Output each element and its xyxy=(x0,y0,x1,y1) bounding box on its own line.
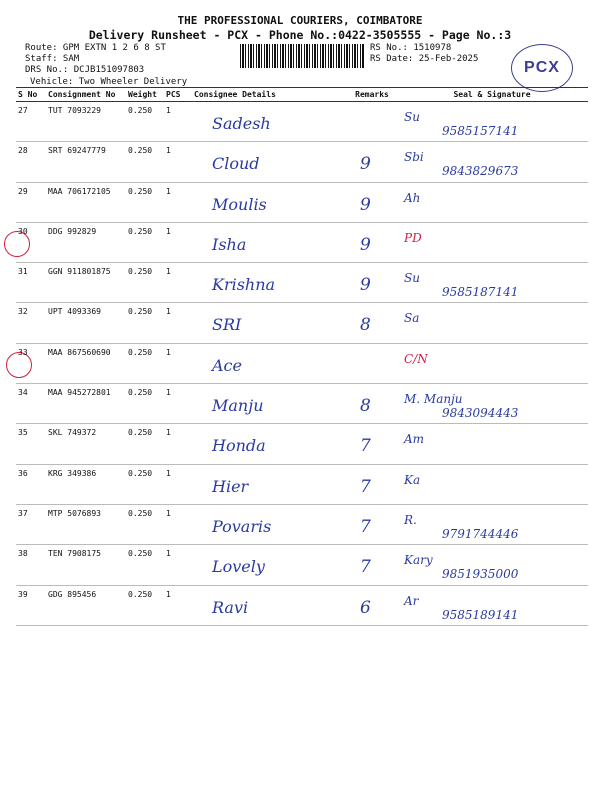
consignee-handwriting: Ravi xyxy=(212,597,249,617)
stamp-text: PCX xyxy=(524,59,560,76)
remarks-handwriting: 9 xyxy=(360,194,371,215)
cell-consignee xyxy=(192,545,348,585)
cell-signature xyxy=(396,263,588,303)
cell-pcs: 1 xyxy=(164,102,192,142)
cell-weight: 0.250 xyxy=(126,222,164,262)
cell-weight: 0.250 xyxy=(126,142,164,182)
signature-handwriting: Kary xyxy=(404,553,433,568)
cell-consignment: SRT 69247779 xyxy=(46,142,126,182)
pcx-stamp xyxy=(511,44,573,92)
cell-signature xyxy=(396,545,588,585)
cell-consignee xyxy=(192,464,348,504)
cell-pcs: 1 xyxy=(164,464,192,504)
consignee-handwriting: Krishna xyxy=(212,275,276,295)
signature-handwriting: PD xyxy=(404,230,422,245)
cell-consignment: TEN 7908175 xyxy=(46,545,126,585)
signature-phone: 9843094443 xyxy=(442,406,519,421)
cell-consignment: MTP 5076893 xyxy=(46,504,126,544)
vehicle: Vehicle: Two Wheeler Delivery xyxy=(30,77,188,87)
cell-sno: 39 xyxy=(16,585,46,625)
table-row xyxy=(16,343,588,383)
cell-consignment: MAA 945272801 xyxy=(46,384,126,424)
cell-consignee xyxy=(192,142,348,182)
cell-pcs: 1 xyxy=(164,384,192,424)
consignee-handwriting: Cloud xyxy=(212,154,260,174)
table-row xyxy=(16,464,588,504)
cell-pcs: 1 xyxy=(164,545,192,585)
cell-sno: 38 xyxy=(16,545,46,585)
cell-sno: 36 xyxy=(16,464,46,504)
cell-consignee xyxy=(192,222,348,262)
signature-phone: 9851935000 xyxy=(442,567,519,582)
remarks-handwriting: 7 xyxy=(360,557,371,578)
cell-remarks xyxy=(348,222,396,262)
remarks-handwriting: 6 xyxy=(360,597,371,618)
cell-remarks xyxy=(348,263,396,303)
company-name: THE PROFESSIONAL COURIERS, COIMBATORE xyxy=(177,14,423,27)
cell-weight: 0.250 xyxy=(126,102,164,142)
meta-right xyxy=(370,43,478,65)
cell-signature xyxy=(396,504,588,544)
col-remarks: Remarks xyxy=(348,88,396,102)
cell-consignment: TUT 7093229 xyxy=(46,102,126,142)
cell-pcs: 1 xyxy=(164,303,192,343)
signature-handwriting: Su xyxy=(404,110,420,124)
table-row xyxy=(16,263,588,303)
signature-handwriting: Sbi xyxy=(404,150,424,165)
signature-handwriting: Am xyxy=(404,432,425,447)
signature-handwriting: Su xyxy=(404,271,420,286)
cell-pcs: 1 xyxy=(164,424,192,464)
cell-remarks xyxy=(348,424,396,464)
cell-remarks xyxy=(348,384,396,424)
cell-consignment: SKL 749372 xyxy=(46,424,126,464)
cell-pcs: 1 xyxy=(164,504,192,544)
cell-signature xyxy=(396,182,588,222)
cell-consignee xyxy=(192,182,348,222)
signature-handwriting: M. Manju xyxy=(404,392,463,407)
cell-weight: 0.250 xyxy=(126,504,164,544)
cell-pcs: 1 xyxy=(164,263,192,303)
staff: Staff: SAM xyxy=(25,54,80,64)
cell-remarks xyxy=(348,343,396,383)
rs-date: RS Date: 25-Feb-2025 xyxy=(370,54,479,64)
cell-weight: 0.250 xyxy=(126,182,164,222)
cell-consignee xyxy=(192,263,348,303)
remarks-handwriting: 8 xyxy=(360,315,371,336)
cell-pcs: 1 xyxy=(164,222,192,262)
table-row xyxy=(16,142,588,182)
cell-remarks xyxy=(348,142,396,182)
consignee-handwriting: Sadesh xyxy=(212,114,271,133)
col-signature: Seal & Signature xyxy=(396,88,588,102)
signature-handwriting: Ka xyxy=(404,472,421,487)
cell-weight: 0.250 xyxy=(126,263,164,303)
signature-handwriting: Ah xyxy=(404,190,421,205)
cell-remarks xyxy=(348,182,396,222)
table-row xyxy=(16,384,588,424)
runsheet-table xyxy=(16,87,588,626)
cell-sno: 27 xyxy=(16,102,46,142)
remarks-handwriting: 9 xyxy=(360,234,371,255)
consignee-handwriting: Isha xyxy=(212,234,247,254)
col-pcs: PCS xyxy=(164,88,192,102)
cell-consignment: DDG 992829 xyxy=(46,222,126,262)
consignee-handwriting: Hier xyxy=(212,476,249,496)
cell-weight: 0.250 xyxy=(126,464,164,504)
drs-number: DRS No.: DCJB151097803 xyxy=(25,65,145,75)
cell-signature xyxy=(396,464,588,504)
table-row xyxy=(16,585,588,625)
consignee-handwriting: Honda xyxy=(212,436,266,456)
cell-sno: 34 xyxy=(16,384,46,424)
cell-sno: 33 xyxy=(16,343,46,383)
signature-phone: 9585189141 xyxy=(442,607,519,622)
cell-sno: 28 xyxy=(16,142,46,182)
col-weight: Weight xyxy=(126,88,164,102)
cell-weight: 0.250 xyxy=(126,303,164,343)
cell-consignment: MAA 706172105 xyxy=(46,182,126,222)
cell-consignee xyxy=(192,343,348,383)
cell-consignee xyxy=(192,102,348,142)
cell-weight: 0.250 xyxy=(126,384,164,424)
cell-signature xyxy=(396,343,588,383)
remarks-handwriting: 7 xyxy=(360,476,371,497)
remarks-handwriting: 9 xyxy=(360,154,371,175)
remarks-handwriting: 8 xyxy=(360,396,371,417)
table-row xyxy=(16,545,588,585)
document-title xyxy=(0,14,600,42)
cell-consignment: GGN 911801875 xyxy=(46,263,126,303)
remarks-handwriting: 7 xyxy=(360,516,371,537)
cell-consignment: KRG 349386 xyxy=(46,464,126,504)
cell-pcs: 1 xyxy=(164,142,192,182)
signature-handwriting: R. xyxy=(404,512,417,527)
cell-remarks xyxy=(348,545,396,585)
cell-consignment: GDG 895456 xyxy=(46,585,126,625)
cell-consignee xyxy=(192,384,348,424)
signature-phone: 9585187141 xyxy=(442,285,519,300)
cell-consignee xyxy=(192,424,348,464)
cell-remarks xyxy=(348,585,396,625)
consignee-handwriting: Moulis xyxy=(212,194,267,214)
cell-remarks xyxy=(348,464,396,504)
cell-consignee xyxy=(192,303,348,343)
cell-sno: 32 xyxy=(16,303,46,343)
table-row xyxy=(16,303,588,343)
cell-consignment: UPT 4093369 xyxy=(46,303,126,343)
cell-sno: 37 xyxy=(16,504,46,544)
cell-signature xyxy=(396,303,588,343)
cell-pcs: 1 xyxy=(164,182,192,222)
signature-phone: 9791744446 xyxy=(442,526,519,541)
remarks-handwriting: 7 xyxy=(360,436,371,457)
cell-signature xyxy=(396,142,588,182)
consignee-handwriting: SRI xyxy=(212,315,242,335)
meta-left xyxy=(25,43,166,76)
table-row xyxy=(16,102,588,142)
table-row xyxy=(16,222,588,262)
signature-phone: 9585157141 xyxy=(442,124,519,138)
consignee-handwriting: Ace xyxy=(212,355,242,375)
col-consignment: Consignment No xyxy=(46,88,126,102)
cell-weight: 0.250 xyxy=(126,585,164,625)
table-row xyxy=(16,424,588,464)
cell-weight: 0.250 xyxy=(126,545,164,585)
cell-consignee xyxy=(192,504,348,544)
cell-weight: 0.250 xyxy=(126,343,164,383)
remarks-handwriting: 9 xyxy=(360,275,371,296)
cell-consignment: MAA 867560690 xyxy=(46,343,126,383)
signature-handwriting: Sa xyxy=(404,311,420,326)
signature-handwriting: C/N xyxy=(404,351,428,366)
route: Route: GPM EXTN 1 2 6 8 ST xyxy=(25,43,166,53)
consignee-handwriting: Povaris xyxy=(212,516,272,536)
runsheet-subtitle: Delivery Runsheet - PCX - Phone No.:0422-3505555 - Page No.:3 xyxy=(88,28,512,42)
consignee-handwriting: Manju xyxy=(212,396,264,416)
consignee-handwriting: Lovely xyxy=(212,557,265,577)
cell-sno: 30 xyxy=(16,222,46,262)
table-row xyxy=(16,504,588,544)
barcode xyxy=(240,44,364,68)
cell-remarks xyxy=(348,303,396,343)
rs-number: RS No.: 1510978 xyxy=(370,43,452,53)
cell-signature xyxy=(396,585,588,625)
cell-signature xyxy=(396,424,588,464)
cell-signature xyxy=(396,102,588,142)
col-consignee: Consignee Details xyxy=(192,88,348,102)
cell-signature xyxy=(396,384,588,424)
signature-handwriting: Ar xyxy=(404,593,419,608)
cell-pcs: 1 xyxy=(164,343,192,383)
cell-sno: 29 xyxy=(16,182,46,222)
cell-signature xyxy=(396,222,588,262)
cell-sno: 35 xyxy=(16,424,46,464)
col-sno: S No xyxy=(16,88,46,102)
signature-phone: 9843829673 xyxy=(442,164,519,179)
cell-sno: 31 xyxy=(16,263,46,303)
table-row xyxy=(16,182,588,222)
cell-remarks xyxy=(348,504,396,544)
cell-pcs: 1 xyxy=(164,585,192,625)
cell-remarks xyxy=(348,102,396,142)
cell-consignee xyxy=(192,585,348,625)
cell-weight: 0.250 xyxy=(126,424,164,464)
table-header-row xyxy=(16,88,588,102)
